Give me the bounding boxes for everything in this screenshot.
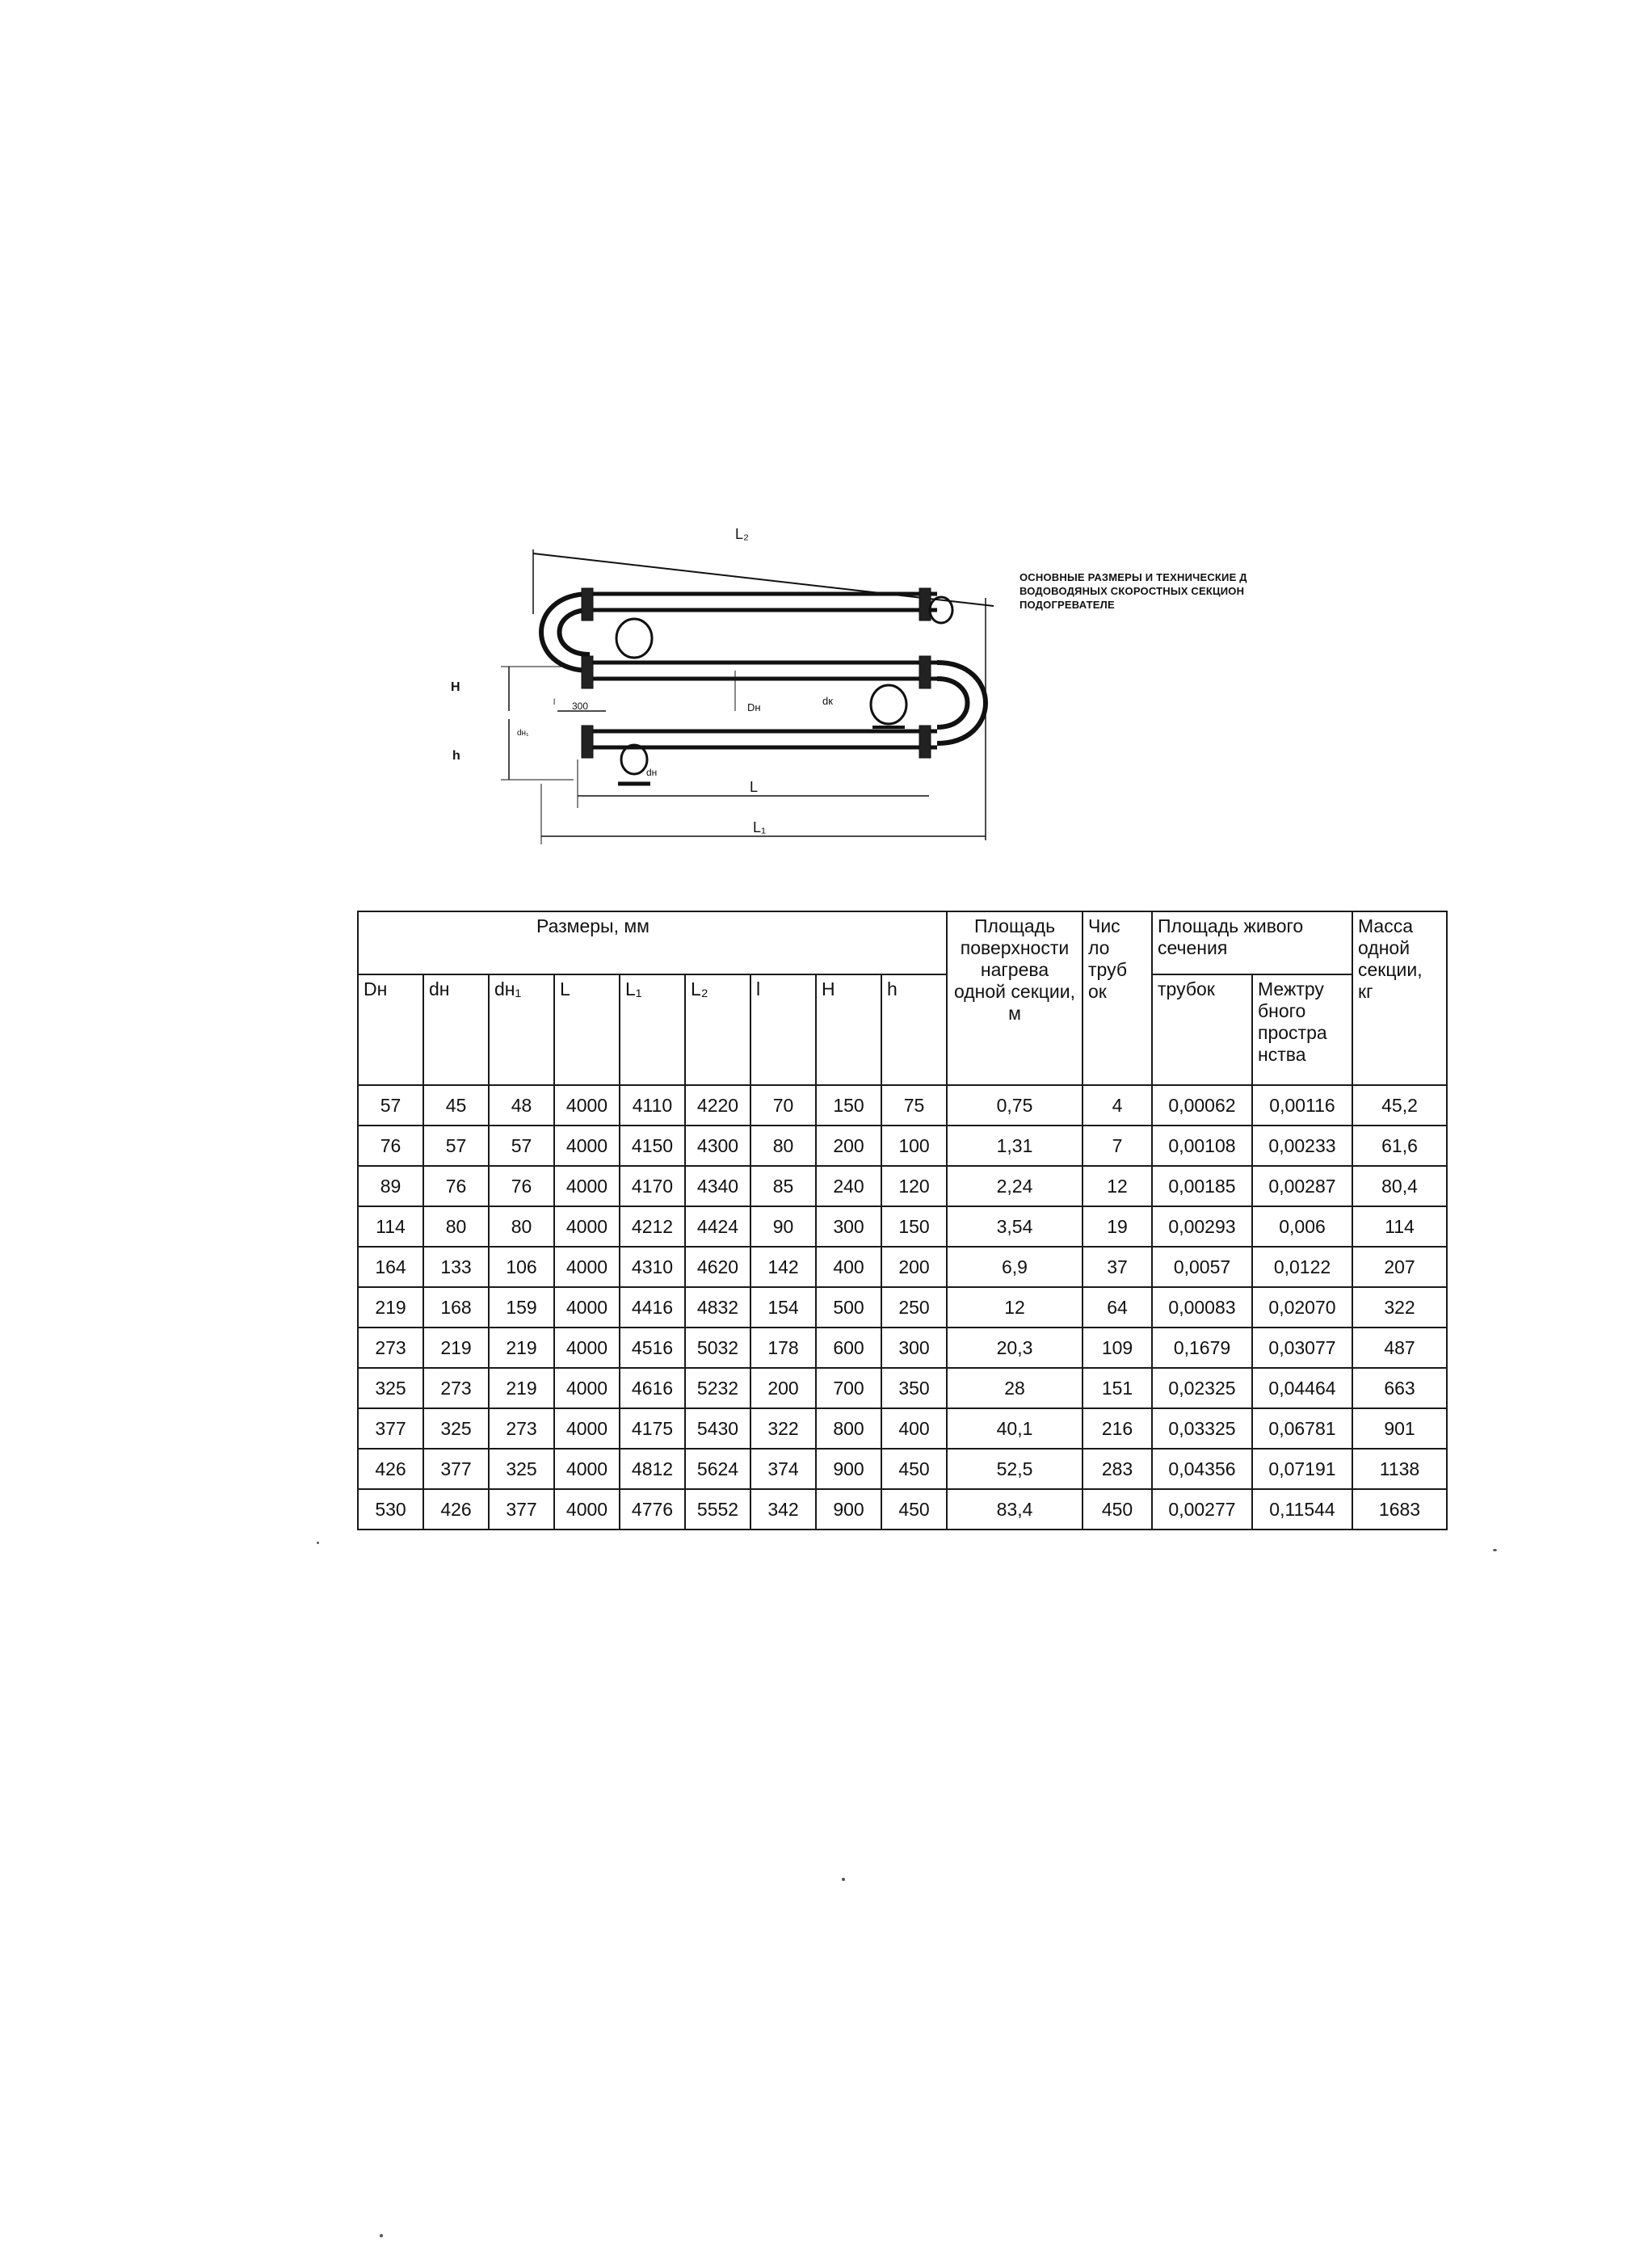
table-cell: 325	[358, 1368, 423, 1408]
table-cell: 61,6	[1352, 1126, 1447, 1166]
header-col-dn1: dн₁	[489, 974, 554, 1085]
table-cell: 45,2	[1352, 1085, 1447, 1126]
table-cell: 52,5	[947, 1449, 1083, 1489]
table-cell: 322	[1352, 1287, 1447, 1328]
table-cell: 4000	[554, 1489, 620, 1530]
table-cell: 273	[423, 1368, 489, 1408]
table-cell: 76	[358, 1126, 423, 1166]
table-cell: 19	[1083, 1206, 1152, 1247]
table-cell: 5552	[685, 1489, 750, 1530]
table-cell: 530	[358, 1489, 423, 1530]
table-cell: 500	[816, 1287, 881, 1328]
table-cell: 80	[489, 1206, 554, 1247]
table-cell: 150	[816, 1085, 881, 1126]
table-cell: 100	[881, 1126, 947, 1166]
table-cell: 64	[1083, 1287, 1152, 1328]
table-cell: 0,06781	[1252, 1408, 1352, 1449]
caption-line-2: ВОДОВОДЯНЫХ СКОРОСТНЫХ СЕКЦИОН	[1019, 585, 1245, 597]
header-heating-area-line1: Площадь поверхности	[960, 915, 1070, 958]
scan-speck	[317, 1542, 319, 1544]
label-h: h	[452, 749, 460, 763]
table-cell: 28	[947, 1368, 1083, 1408]
table-row	[358, 1368, 1447, 1408]
table-cell: 4000	[554, 1126, 620, 1166]
caption-line-1: ОСНОВНЫЕ РАЗМЕРЫ И ТЕХНИЧЕСКИЕ Д	[1019, 571, 1247, 583]
table-cell: 70	[750, 1085, 816, 1126]
label-dn1: dн₁	[517, 729, 529, 738]
table-cell: 0,0057	[1152, 1247, 1252, 1287]
table-row	[358, 1489, 1447, 1530]
table-cell: 800	[816, 1408, 881, 1449]
table-cell: 300	[881, 1328, 947, 1368]
table-row	[358, 1206, 1447, 1247]
table-cell: 0,75	[947, 1085, 1083, 1126]
header-col-H: H	[816, 974, 881, 1085]
table-cell: 57	[358, 1085, 423, 1126]
table-cell: 85	[750, 1166, 816, 1206]
table-cell: 4170	[620, 1166, 685, 1206]
table-cell: 0,07191	[1252, 1449, 1352, 1489]
scan-speck	[842, 1878, 845, 1881]
table-cell: 250	[881, 1287, 947, 1328]
table-cell: 37	[1083, 1247, 1152, 1287]
table-cell: 133	[423, 1247, 489, 1287]
table-cell: 0,00116	[1252, 1085, 1352, 1126]
table-cell: 322	[750, 1408, 816, 1449]
table-cell: 273	[489, 1408, 554, 1449]
table-cell: 450	[881, 1449, 947, 1489]
table-row	[358, 1126, 1447, 1166]
table-cell: 0,04356	[1152, 1449, 1252, 1489]
table-cell: 0,00083	[1152, 1287, 1252, 1328]
table-cell: 2,24	[947, 1166, 1083, 1206]
table-cell: 0,1679	[1152, 1328, 1252, 1368]
table-row	[358, 1328, 1447, 1368]
table-cell: 164	[358, 1247, 423, 1287]
label-Dn: Dн	[747, 701, 761, 713]
table-row	[358, 1449, 1447, 1489]
table-cell: 4110	[620, 1085, 685, 1126]
table-cell: 0,00293	[1152, 1206, 1252, 1247]
table-cell: 4000	[554, 1085, 620, 1126]
table-cell: 377	[358, 1408, 423, 1449]
table-cell: 4812	[620, 1449, 685, 1489]
table-cell: 80,4	[1352, 1166, 1447, 1206]
table-cell: 4000	[554, 1368, 620, 1408]
table-cell: 900	[816, 1489, 881, 1530]
table-cell: 200	[750, 1368, 816, 1408]
heat-exchanger-drawing	[436, 517, 1002, 848]
table-cell: 40,1	[947, 1408, 1083, 1449]
table-cell: 0,02325	[1152, 1368, 1252, 1408]
table-cell: 4000	[554, 1166, 620, 1206]
header-live-section: Площадь живого сечения	[1152, 911, 1352, 974]
table-cell: 4	[1083, 1085, 1152, 1126]
table-cell: 216	[1083, 1408, 1152, 1449]
table-cell: 0,04464	[1252, 1368, 1352, 1408]
table-cell: 48	[489, 1085, 554, 1126]
table-cell: 350	[881, 1368, 947, 1408]
header-mass-line1: Масса одной	[1358, 915, 1414, 958]
table-cell: 114	[1352, 1206, 1447, 1247]
table-cell: 120	[881, 1166, 947, 1206]
scan-speck	[380, 2234, 383, 2237]
label-dn: dн	[646, 767, 658, 778]
table-cell: 0,00108	[1152, 1126, 1252, 1166]
label-dk: dк	[822, 695, 833, 707]
table-cell: 4776	[620, 1489, 685, 1530]
table-cell: 159	[489, 1287, 554, 1328]
table-cell: 76	[489, 1166, 554, 1206]
table-cell: 5032	[685, 1328, 750, 1368]
table-cell: 80	[750, 1126, 816, 1166]
table-cell: 4000	[554, 1206, 620, 1247]
table-cell: 300	[816, 1206, 881, 1247]
label-l: l	[553, 698, 556, 707]
table-cell: 450	[881, 1489, 947, 1530]
table-cell: 90	[750, 1206, 816, 1247]
table-cell: 0,11544	[1252, 1489, 1352, 1530]
table-cell: 3,54	[947, 1206, 1083, 1247]
header-col-dn: dн	[423, 974, 489, 1085]
table-cell: 240	[816, 1166, 881, 1206]
table-cell: 12	[1083, 1166, 1152, 1206]
table-cell: 4832	[685, 1287, 750, 1328]
table-cell: 600	[816, 1328, 881, 1368]
header-heating-area-line2: нагрева одной секции, м	[953, 959, 1076, 1024]
table-cell: 400	[816, 1247, 881, 1287]
header-mass-line2: секции, кг	[1358, 959, 1423, 1002]
header-col-L1: L₁	[620, 974, 685, 1085]
table-cell: 325	[489, 1449, 554, 1489]
table-cell: 1,31	[947, 1126, 1083, 1166]
table-cell: 5624	[685, 1449, 750, 1489]
table-cell: 5430	[685, 1408, 750, 1449]
table-cell: 142	[750, 1247, 816, 1287]
table-cell: 7	[1083, 1126, 1152, 1166]
label-L1: L₁	[753, 819, 767, 835]
table-cell: 4220	[685, 1085, 750, 1126]
table-cell: 200	[881, 1247, 947, 1287]
header-tube-count	[1083, 911, 1152, 1085]
header-col-L: L	[554, 974, 620, 1085]
table-cell: 106	[489, 1247, 554, 1287]
table-cell: 219	[358, 1287, 423, 1328]
table-cell: 901	[1352, 1408, 1447, 1449]
table-cell: 168	[423, 1287, 489, 1328]
header-tube-count-line2: труб ок	[1088, 959, 1127, 1002]
header-col-L2: L₂	[685, 974, 750, 1085]
table-cell: 374	[750, 1449, 816, 1489]
table-cell: 219	[423, 1328, 489, 1368]
table-cell: 0,03077	[1252, 1328, 1352, 1368]
table-cell: 4000	[554, 1449, 620, 1489]
label-L: L	[750, 779, 759, 795]
table-cell: 4000	[554, 1287, 620, 1328]
label-300: 300	[572, 701, 589, 712]
header-col-h: h	[881, 974, 947, 1085]
table-cell: 487	[1352, 1328, 1447, 1368]
table-cell: 0,0122	[1252, 1247, 1352, 1287]
drawing-caption	[1019, 570, 1359, 612]
table-cell: 207	[1352, 1247, 1447, 1287]
table-cell: 4000	[554, 1408, 620, 1449]
table-cell: 0,00233	[1252, 1126, 1352, 1166]
table-cell: 426	[423, 1489, 489, 1530]
table-cell: 80	[423, 1206, 489, 1247]
label-L2: L₂	[735, 526, 749, 542]
table-row	[358, 1166, 1447, 1206]
table-cell: 325	[423, 1408, 489, 1449]
table-cell: 20,3	[947, 1328, 1083, 1368]
table-cell: 700	[816, 1368, 881, 1408]
table-cell: 154	[750, 1287, 816, 1328]
table-cell: 4175	[620, 1408, 685, 1449]
table-cell: 377	[423, 1449, 489, 1489]
table-cell: 45	[423, 1085, 489, 1126]
header-live-between: Межтру бного простра нства	[1252, 974, 1352, 1085]
header-mass	[1352, 911, 1447, 1085]
table-cell: 0,006	[1252, 1206, 1352, 1247]
table-cell: 4300	[685, 1126, 750, 1166]
table-cell: 4424	[685, 1206, 750, 1247]
table-row	[358, 1085, 1447, 1126]
table-cell: 178	[750, 1328, 816, 1368]
table-cell: 109	[1083, 1328, 1152, 1368]
table-cell: 219	[489, 1368, 554, 1408]
caption-line-3: ПОДОГРЕВАТЕЛЕ	[1019, 599, 1115, 611]
table-cell: 4000	[554, 1247, 620, 1287]
table-cell: 89	[358, 1166, 423, 1206]
table-cell: 0,00062	[1152, 1085, 1252, 1126]
specification-table	[357, 911, 1448, 1530]
header-tube-count-line1: Чис ло	[1088, 915, 1120, 958]
table-cell: 5232	[685, 1368, 750, 1408]
table-cell: 4516	[620, 1328, 685, 1368]
header-col-l: l	[750, 974, 816, 1085]
table-cell: 4310	[620, 1247, 685, 1287]
table-cell: 0,03325	[1152, 1408, 1252, 1449]
table-cell: 12	[947, 1287, 1083, 1328]
table-cell: 114	[358, 1206, 423, 1247]
table-cell: 83,4	[947, 1489, 1083, 1530]
table-cell: 426	[358, 1449, 423, 1489]
table-cell: 4150	[620, 1126, 685, 1166]
table-row	[358, 1247, 1447, 1287]
table-cell: 377	[489, 1489, 554, 1530]
table-cell: 4616	[620, 1368, 685, 1408]
table-cell: 663	[1352, 1368, 1447, 1408]
table-cell: 283	[1083, 1449, 1152, 1489]
table-cell: 4000	[554, 1328, 620, 1368]
scan-speck	[1493, 1549, 1497, 1551]
header-heating-area	[947, 911, 1083, 1085]
header-sizes: Размеры, мм	[358, 911, 947, 974]
table-cell: 450	[1083, 1489, 1152, 1530]
table-cell: 57	[423, 1126, 489, 1166]
header-col-Dn: Dн	[358, 974, 423, 1085]
table-cell: 4340	[685, 1166, 750, 1206]
table-cell: 219	[489, 1328, 554, 1368]
table-cell: 57	[489, 1126, 554, 1166]
table-cell: 150	[881, 1206, 947, 1247]
table-cell: 4620	[685, 1247, 750, 1287]
table-cell: 0,00287	[1252, 1166, 1352, 1206]
table-cell: 200	[816, 1126, 881, 1166]
table-cell: 4416	[620, 1287, 685, 1328]
header-live-tubes: трубок	[1152, 974, 1252, 1085]
table-cell: 151	[1083, 1368, 1152, 1408]
table-cell: 900	[816, 1449, 881, 1489]
table-cell: 75	[881, 1085, 947, 1126]
table-cell: 0,02070	[1252, 1287, 1352, 1328]
table-cell: 342	[750, 1489, 816, 1530]
table-cell: 0,00185	[1152, 1166, 1252, 1206]
table-row	[358, 1287, 1447, 1328]
table-cell: 400	[881, 1408, 947, 1449]
table-cell: 6,9	[947, 1247, 1083, 1287]
table-cell: 4212	[620, 1206, 685, 1247]
table-cell: 1138	[1352, 1449, 1447, 1489]
table-row	[358, 1408, 1447, 1449]
table-cell: 1683	[1352, 1489, 1447, 1530]
label-H: H	[451, 680, 460, 694]
table-cell: 76	[423, 1166, 489, 1206]
table-cell: 0,00277	[1152, 1489, 1252, 1530]
table-cell: 273	[358, 1328, 423, 1368]
